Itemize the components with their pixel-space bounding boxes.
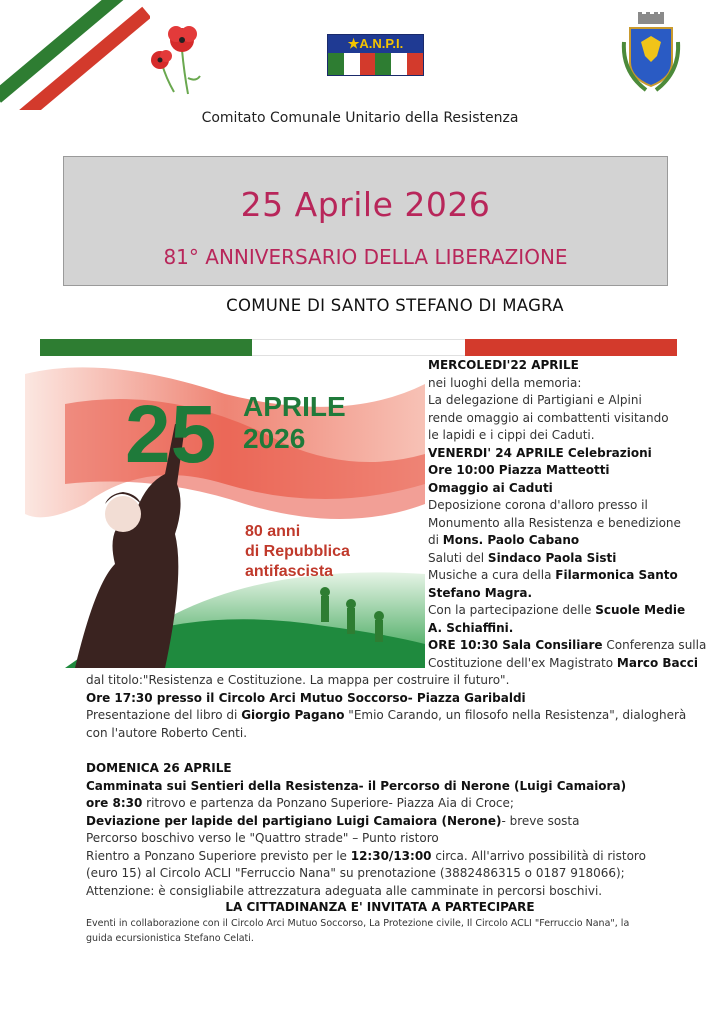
event-line: La delegazione di Partigiani e Alpini [428, 393, 642, 407]
event-line: Musiche a cura della Filarmonica Santo [428, 568, 678, 582]
event-line: VENERDI' 24 APRILE Celebrazioni [428, 445, 652, 460]
title-box [63, 156, 668, 286]
events-right-column [428, 357, 707, 672]
poster-word: APRILE [243, 391, 346, 422]
event-line: MERCOLEDI'22 APRILE [428, 358, 579, 372]
event-line: Deviazione per lapide del partigiano Luigi Camaiora (Nerone)- breve sosta [86, 813, 580, 828]
event-line: Attenzione: è consigliabile attrezzatura adeguata alle camminate in percorsi boschivi. [86, 883, 603, 898]
poppy-icon [144, 22, 210, 98]
event-line: le lapidi e i cippi dei Caduti. [428, 428, 595, 442]
event-line: di Mons. Paolo Cabano [428, 533, 580, 547]
event-line: ore 8:30 ritrovo e partenza da Ponzano Superiore- Piazza Aia di Croce; [86, 796, 514, 810]
footer-line: guida ecursionistica Stefano Celati. [86, 933, 254, 944]
event-line: ORE 10:30 Sala Consiliare Conferenza sulla [428, 638, 707, 652]
footer-line: Eventi in collaborazione con il Circolo Arci Mutuo Soccorso, La Protezione civile, Il Circolo ACLI "Ferruccio Nana", la [86, 918, 630, 929]
comune-heading: COMUNE DI SANTO STEFANO DI MAGRA [226, 296, 564, 315]
event-line: Costituzione dell'ex Magistrato Marco Bacci [428, 655, 698, 670]
event-line: DOMENICA 26 APRILE [86, 761, 232, 775]
poster-caption-1: 80 anni [245, 523, 301, 540]
event-line: Omaggio ai Caduti [428, 480, 553, 495]
anpi-logo-text: ★A.N.P.I. [328, 35, 423, 53]
event-line: dal titolo:"Resistenza e Costituzione. La mappa per costruire il futuro". [86, 673, 510, 687]
event-line: Percorso boschivo verso le "Quattro strade" – Punto ristoro [86, 831, 439, 845]
committee-title: Comitato Comunale Unitario della Resistenza [201, 110, 519, 126]
event-line: Stefano Magra. [428, 585, 533, 600]
event-line: Saluti del Sindaco Paola Sisti [428, 550, 617, 565]
event-line: (euro 15) al Circolo ACLI "Ferruccio Nana" su prenotazione (3882486315 o 0187 918066); [86, 866, 625, 880]
flag-corner [0, 0, 150, 110]
event-line: Monumento alla Resistenza e benedizione [428, 515, 681, 530]
coat-of-arms-icon [616, 12, 686, 94]
event-line: con l'autore Roberto Centi. [86, 725, 248, 740]
poster-image [25, 364, 425, 668]
anniversary-subtitle: 81° ANNIVERSARIO DELLA LIBERAZIONE [163, 245, 568, 269]
poster-caption-3: antifascista [245, 563, 334, 580]
event-line: rende omaggio ai combattenti visitando [428, 410, 669, 425]
tricolor-bar [40, 339, 677, 356]
event-line: Presentazione del libro di Giorgio Pagano "Emio Carando, un filosofo nella Resistenza", dialogherà [86, 708, 687, 722]
poster-caption-2: di Repubblica [245, 543, 350, 560]
event-date-title: 25 Aprile 2026 [240, 185, 491, 224]
event-line: Camminata sui Sentieri della Resistenza- il Percorso di Nerone (Luigi Camaiora) [86, 778, 627, 793]
poster-big-number: 25 [125, 389, 217, 480]
sunday-section [86, 760, 686, 900]
event-line: Ore 17:30 presso il Circolo Arci Mutuo Soccorso- Piazza Garibaldi [86, 690, 526, 705]
event-line: Deposizione corona d'alloro presso il [428, 498, 648, 512]
footer-credits [86, 916, 686, 946]
poster-year: 2026 [243, 423, 306, 454]
events-bottom-section [86, 672, 686, 742]
event-line: A. Schiaffini. [428, 620, 514, 635]
anpi-logo [327, 34, 424, 76]
event-line: nei luoghi della memoria: [428, 375, 582, 390]
event-line: Con la partecipazione delle Scuole Medie [428, 603, 686, 617]
event-line: Ore 10:00 Piazza Matteotti [428, 463, 610, 477]
event-line: Rientro a Ponzano Superiore previsto per le 12:30/13:00 circa. All'arrivo possibilità di ristoro [86, 848, 646, 863]
invitation-line: LA CITTADINANZA E' INVITATA A PARTECIPARE [225, 900, 535, 914]
